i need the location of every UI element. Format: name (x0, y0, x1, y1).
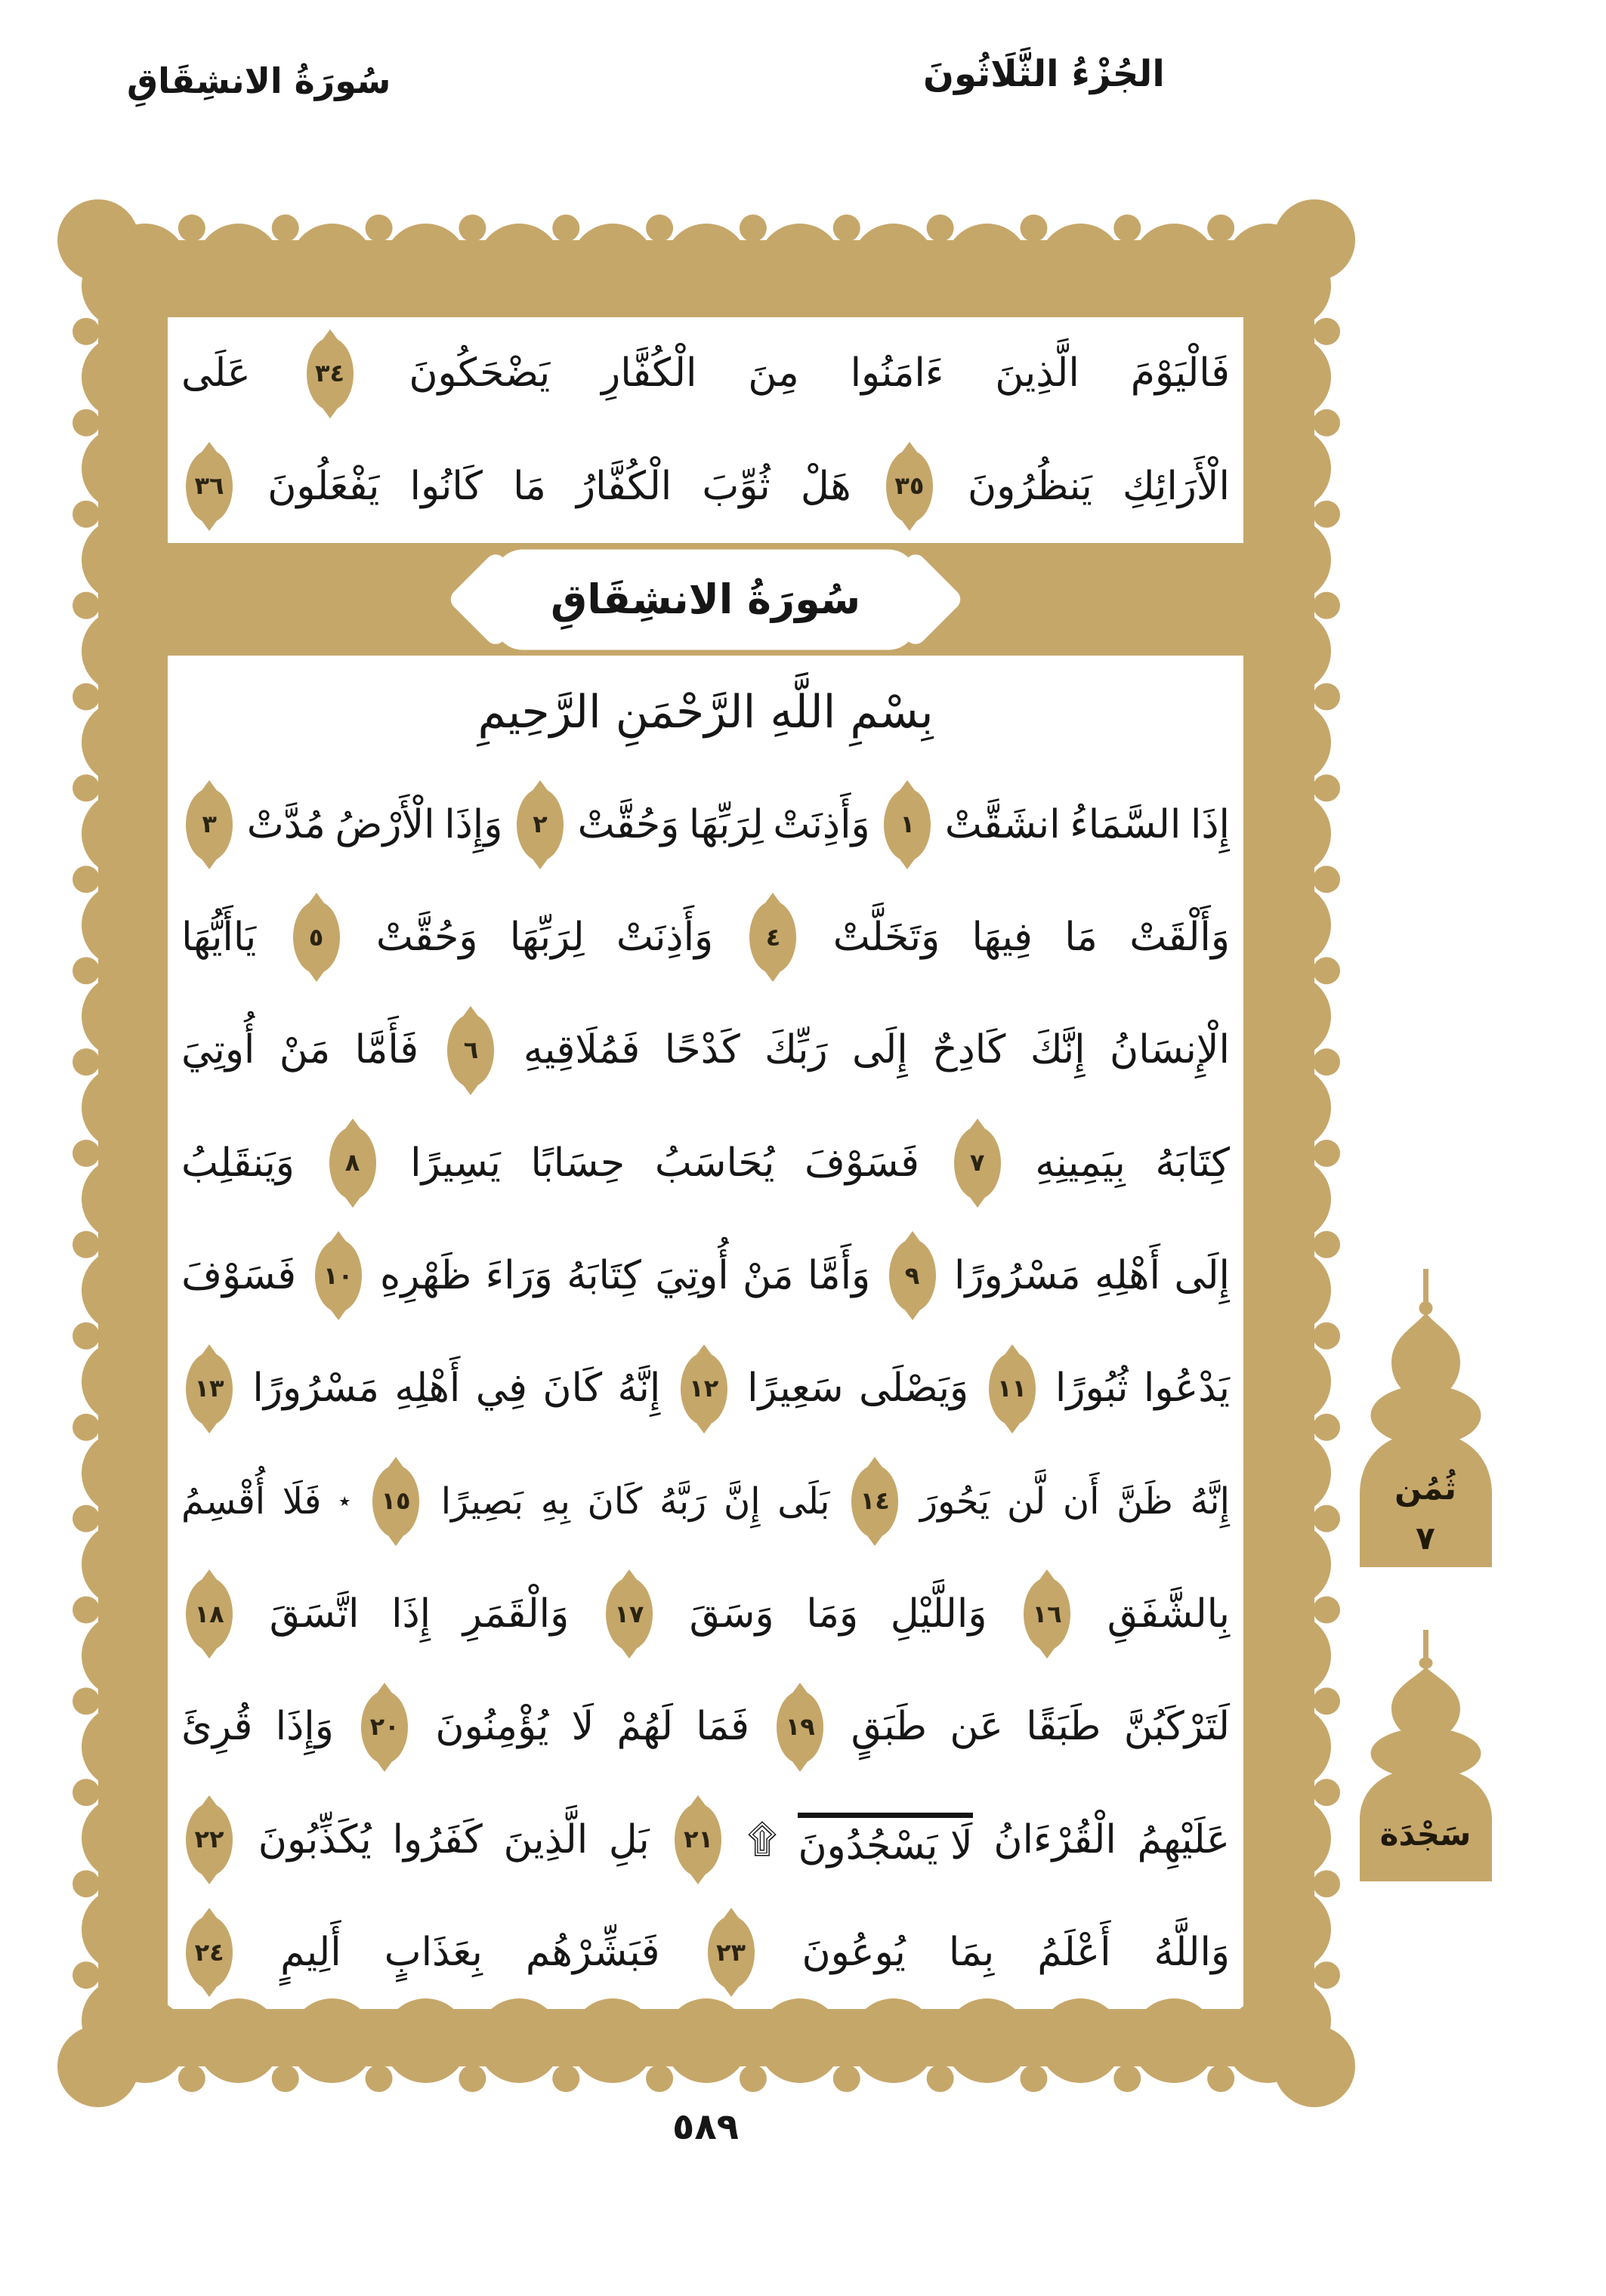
verse-number: ٢٤ (194, 1937, 224, 1967)
verse-number-marker (329, 1127, 376, 1199)
quran-word: يُوعُونَ (801, 1930, 906, 1976)
quran-word: وَأَمَّا (807, 1253, 871, 1299)
quran-word: أَلِيمٍ (280, 1930, 341, 1976)
verse-number-marker (851, 1465, 898, 1538)
quran-word: بَلِ (608, 1816, 650, 1862)
quran-word: فَسَوْفَ (804, 1140, 919, 1186)
quran-line (168, 1783, 1243, 1896)
header-juz-name: الجُزْءُ الثَّلَاثُونَ (923, 53, 1165, 95)
quran-word: أُوتِيَ (655, 1253, 729, 1299)
verse-number: ١٨ (194, 1599, 224, 1628)
quran-word: وَاللَّهُ (1154, 1930, 1230, 1976)
quran-word: الْقُرْءَانُ (993, 1816, 1116, 1862)
quran-word: مُدَّتْ (246, 801, 326, 847)
quran-word: بَلَى (777, 1480, 830, 1523)
quran-word: وَسَقَ (689, 1591, 774, 1637)
quran-word: ثُوِّبَ (702, 463, 771, 509)
quran-word: كَانُوا (409, 463, 483, 509)
verse-number-marker (989, 1353, 1036, 1425)
quran-word: ٭ (338, 1488, 351, 1515)
quran-word: وَتَخَلَّتْ (832, 915, 940, 961)
verse-number-marker (186, 788, 233, 861)
quran-word: الْكُفَّارِ (601, 350, 697, 397)
verse-number: ١٠ (323, 1261, 354, 1290)
quran-word: وَحُقَّتْ (375, 915, 478, 961)
quran-word: يَضْحَكُونَ (409, 350, 551, 397)
quran-word: أُوتِيَ (181, 1027, 255, 1073)
verse-number: ٨ (344, 1148, 360, 1177)
quran-word: أَهْلِهِ (1094, 1253, 1160, 1299)
bismillah: بِسْمِ اللَّهِ الرَّحْمَنِ الرَّحِيمِ (477, 685, 934, 739)
quran-word: وَإِذَا (444, 801, 503, 847)
thumn-label: ثُمُن (1394, 1470, 1456, 1507)
quran-word: لَا (571, 1704, 595, 1750)
thumn-number: ٧ (1416, 1520, 1435, 1557)
quran-word: فِي (475, 1366, 527, 1412)
verse-number: ٢٣ (715, 1937, 746, 1967)
quran-word: إِنَّ (723, 1480, 761, 1523)
verse-number-marker (293, 901, 340, 974)
quran-word: سَعِيرًا (747, 1366, 844, 1412)
quran-word: أَعْلَمُ (1037, 1930, 1111, 1976)
header-surah-name: سُورَةُ الانشِقَاقِ (127, 60, 391, 101)
quran-word: يَفْعَلُونَ (267, 463, 380, 509)
quran-word: لِرَبِّهَا (509, 915, 585, 961)
quran-word: فِيهَا (971, 915, 1033, 961)
quran-word: إِذَا (1190, 801, 1230, 847)
quran-word: الْأَرْضُ (335, 801, 435, 847)
surah-title-band (168, 543, 1243, 656)
verse-number: ٦ (463, 1035, 479, 1064)
quran-word: وَأَلْقَتْ (1129, 915, 1230, 961)
quran-word: رَبَّهُ (659, 1480, 707, 1523)
quran-word: يُحَاسَبُ (654, 1140, 775, 1186)
quran-word: يَسِيرًا (410, 1140, 501, 1186)
quran-word: يَاأَيُّهَا (181, 915, 257, 961)
verse-number: ١٥ (381, 1486, 411, 1516)
quran-word: مَا (1064, 915, 1098, 961)
quran-line (168, 881, 1243, 994)
verse-number: ٢٢ (194, 1825, 224, 1854)
verse-number: ١٧ (614, 1599, 644, 1628)
quran-word: بِهِ (540, 1480, 570, 1523)
quran-word: يَحُورَ (919, 1480, 990, 1523)
verse-number: ٣٦ (194, 471, 224, 501)
quran-line (168, 1106, 1243, 1219)
quran-word: ظَهْرِهِ (379, 1253, 472, 1299)
quran-word: رَبِّكَ (764, 1027, 828, 1073)
quran-word: فَمَا (696, 1704, 750, 1750)
verse-number: ٩ (904, 1261, 920, 1290)
verse-number-marker (886, 450, 933, 523)
quran-word: ءَامَنُوا (850, 350, 944, 397)
quran-word: أَن (1062, 1480, 1100, 1523)
quran-word: أُقْسِمُ (181, 1480, 266, 1523)
verse-number: ٢٠ (369, 1711, 400, 1741)
quran-word: إِلَى (852, 1027, 908, 1073)
quran-word: عَن (950, 1704, 1003, 1750)
quran-word: يَنظُرُونَ (968, 463, 1092, 509)
quran-word: مَسْرُورًا (953, 1253, 1081, 1299)
sajdah-marker (1349, 1630, 1502, 1881)
quran-line (168, 1896, 1243, 2009)
quran-word: فَلَا (282, 1480, 322, 1523)
quran-word: إِلَى (1174, 1253, 1230, 1299)
quran-word: مَنْ (279, 1027, 331, 1073)
verse-number: ٣ (202, 810, 217, 839)
verse-number: ٢١ (683, 1825, 714, 1854)
quran-word: يُؤْمِنُونَ (435, 1704, 549, 1750)
verse-number-marker (517, 788, 564, 861)
quran-word: ۩ (747, 1816, 777, 1862)
quran-word: لَهُمْ (616, 1704, 673, 1750)
quran-word: كِتَابَهُ (567, 1253, 641, 1299)
quran-word: الْكُفَّارُ (576, 463, 672, 509)
quran-word: وَالْقَمَرِ (462, 1591, 570, 1637)
quran-word: إِنَّهُ (1190, 1480, 1230, 1523)
quran-word: كِتَابَهُ (1155, 1140, 1230, 1186)
verse-number-marker (675, 1804, 721, 1876)
quran-word: هَلْ (800, 463, 851, 509)
quran-word: فَبَشِّرْهُم (525, 1930, 660, 1976)
verse-number-marker (307, 338, 354, 410)
quran-line (168, 430, 1243, 542)
quran-word: لِرَبِّهَا (688, 801, 764, 847)
quran-word: مَنْ (743, 1253, 794, 1299)
verse-number-marker (186, 1916, 233, 1989)
quran-word: وَأَذِنَتْ (616, 915, 714, 961)
quran-word: فَمُلَاقِيهِ (523, 1027, 641, 1073)
quran-word: السَّمَاءُ (1070, 801, 1181, 847)
quran-word: أَهْلِهِ (394, 1366, 461, 1412)
quran-word: بَصِيرًا (440, 1480, 524, 1523)
quran-word: الْأَرَائِكِ (1123, 463, 1230, 509)
verse-number-marker (777, 1691, 823, 1764)
quran-word: ظَنَّ (1116, 1480, 1173, 1523)
verse-number: ١٣ (194, 1373, 224, 1403)
quran-word: وَمَا (806, 1591, 859, 1637)
verse-number: ١١ (997, 1373, 1027, 1403)
quran-word: وَرَاءَ (485, 1253, 553, 1299)
quran-word: اتَّسَقَ (269, 1591, 360, 1637)
verse-number: ٣٤ (314, 358, 345, 387)
quran-word: إِنَّكَ (1030, 1027, 1086, 1073)
quran-word: فَأَمَّا (354, 1027, 419, 1073)
quran-word: إِنَّهُ (617, 1366, 661, 1412)
quran-line (168, 1445, 1243, 1557)
quran-word: فَالْيَوْمَ (1130, 350, 1230, 397)
verse-number-marker (186, 1353, 233, 1425)
quran-line (168, 1671, 1243, 1783)
verse-number: ٤ (765, 922, 781, 952)
quran-word: وَيَصْلَى (858, 1366, 969, 1412)
verse-number-marker (606, 1578, 653, 1650)
verse-number-marker (372, 1465, 419, 1538)
quran-word: كَفَرُوا (392, 1816, 483, 1862)
quran-line (168, 768, 1243, 881)
quran-word: بِالشَّفَقِ (1107, 1591, 1230, 1637)
quran-word: طَبَقٍ (851, 1704, 928, 1750)
quran-word: كَانَ (542, 1366, 603, 1412)
quran-line (168, 317, 1243, 430)
quran-line (168, 1558, 1243, 1671)
verse-number: ٣٥ (894, 471, 925, 501)
verse-number-marker (889, 1239, 936, 1312)
quran-word: بِعَذَابٍ (384, 1930, 483, 1976)
page-number: ٥٨٩ (672, 2106, 739, 2148)
quran-word: كَادِحٌ (932, 1027, 1006, 1073)
quran-word: يَدْعُوا (1143, 1366, 1230, 1412)
surah-title: سُورَةُ الانشِقَاقِ (550, 576, 861, 623)
quran-word: يُكَذِّبُونَ (258, 1816, 372, 1862)
verse-number-marker (1024, 1578, 1070, 1650)
quran-word: وَيَنقَلِبُ (181, 1140, 295, 1186)
verse-number-marker (681, 1353, 727, 1425)
quran-word: بِمَا (948, 1930, 995, 1976)
quran-word: مَسْرُورًا (252, 1366, 380, 1412)
quran-line (168, 1220, 1243, 1332)
quran-word: حِسَابًا (530, 1140, 625, 1186)
quran-word: وَأَذِنَتْ (773, 801, 870, 847)
verse-number-marker (884, 788, 931, 861)
quran-word: الَّذِينَ (995, 350, 1079, 397)
quran-word-sajdah-overline: لَا يَسْجُدُونَ (798, 1813, 972, 1867)
quran-word: مَا (513, 463, 546, 509)
verse-number-marker (954, 1127, 1001, 1199)
quran-word: وَإِذَا (275, 1704, 334, 1750)
quran-line (168, 1332, 1243, 1445)
verse-number: ١٤ (860, 1486, 890, 1516)
verse-number-marker (186, 1804, 233, 1876)
quran-word: فَسَوْفَ (181, 1253, 297, 1299)
thumn-marker (1349, 1269, 1502, 1567)
verse-number: ٧ (969, 1148, 985, 1177)
verse-number: ٥ (308, 922, 324, 952)
verse-number-marker (315, 1239, 362, 1312)
quran-word: الَّذِينَ (503, 1816, 588, 1862)
quran-word: وَاللَّيْلِ (890, 1591, 987, 1637)
verse-number-marker (186, 1578, 233, 1650)
quran-word: الْإِنسَانُ (1110, 1027, 1230, 1073)
quran-word: كَانَ (587, 1480, 643, 1523)
quran-line (168, 994, 1243, 1106)
quran-word: عَلَى (181, 350, 251, 397)
quran-word: عَلَيْهِمُ (1137, 1816, 1230, 1862)
verse-number: ١ (900, 810, 916, 839)
quran-word: كَدْحًا (664, 1027, 740, 1073)
quran-word: بِيَمِينِهِ (1035, 1140, 1126, 1186)
quran-word: طَبَقًا (1026, 1704, 1101, 1750)
verse-number-marker (708, 1916, 755, 1989)
verse-number: ١٦ (1032, 1599, 1062, 1628)
verse-number: ١٩ (785, 1711, 815, 1741)
quran-word: لَّن (1006, 1480, 1046, 1523)
verse-number: ٢ (533, 810, 548, 839)
quran-word: وَحُقَّتْ (577, 801, 680, 847)
surah-title-cartouche (494, 549, 917, 650)
sajdah-label: سَجْدَة (1379, 1816, 1472, 1853)
verse-number: ١٢ (689, 1373, 719, 1403)
verse-number-marker (361, 1691, 408, 1764)
quran-word: انشَقَّتْ (944, 801, 1061, 847)
quran-word: إِذَا (391, 1591, 431, 1637)
quran-word: ثُبُورًا (1055, 1366, 1129, 1412)
verse-number-marker (186, 450, 233, 523)
verse-number-marker (749, 901, 796, 974)
quran-word: مِنَ (748, 350, 799, 397)
verse-number-marker (447, 1014, 494, 1087)
quran-word: قُرِئَ (181, 1704, 253, 1750)
quran-word: لَتَرْكَبُنَّ (1123, 1704, 1230, 1750)
